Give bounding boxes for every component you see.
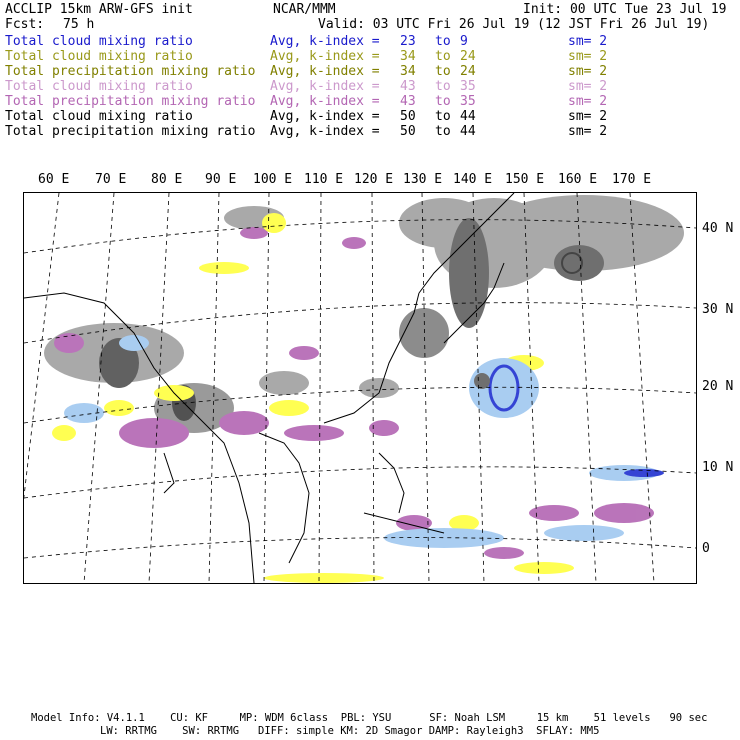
lat-label: 0 (702, 541, 710, 556)
field-to: to (435, 79, 451, 94)
field-k1: 43 (400, 79, 416, 94)
field-k1: 50 (400, 109, 416, 124)
footer-model-info: Model Info: V4.1.1 CU: KF MP: WDM 6class PBL: YSU SF: Noah LSM 15 km 51 levels 90 sec (31, 712, 708, 724)
lat-label: 20 N (702, 379, 734, 394)
field-avg: Avg, k-index = (270, 64, 380, 79)
lon-label: 60 E (38, 172, 70, 187)
field-sm: sm= 2 (568, 109, 608, 124)
lat-label: 10 N (702, 460, 734, 475)
footer-physics-info: LW: RRTMG SW: RRTMG DIFF: simple KM: 2D Smagor DAMP: Rayleigh3 SFLAY: MM5 (100, 725, 600, 737)
field-name: Total precipitation mixing ratio (5, 124, 256, 139)
lon-label: 150 E (505, 172, 545, 187)
field-k2: 35 (460, 79, 476, 94)
lon-label: 90 E (205, 172, 237, 187)
map-canvas (24, 193, 696, 583)
field-name: Total precipitation mixing ratio (5, 94, 256, 109)
fcst-label: Fcst: (5, 17, 45, 32)
lat-label: 40 N (702, 221, 734, 236)
field-to: to (435, 94, 451, 109)
field-k2: 9 (460, 34, 468, 49)
field-avg: Avg, k-index = (270, 109, 380, 124)
org-label: NCAR/MMM (273, 2, 336, 17)
field-k1: 43 (400, 94, 416, 109)
field-name: Total cloud mixing ratio (5, 49, 193, 64)
field-k1: 34 (400, 64, 416, 79)
field-sm: sm= 2 (568, 124, 608, 139)
field-name: Total cloud mixing ratio (5, 109, 193, 124)
lon-label: 170 E (612, 172, 652, 187)
field-k1: 34 (400, 49, 416, 64)
field-to: to (435, 34, 451, 49)
field-sm: sm= 2 (568, 34, 608, 49)
field-avg: Avg, k-index = (270, 124, 380, 139)
field-avg: Avg, k-index = (270, 49, 380, 64)
field-to: to (435, 64, 451, 79)
field-to: to (435, 109, 451, 124)
init-time: Init: 00 UTC Tue 23 Jul 19 (523, 2, 727, 17)
map-panel (23, 192, 697, 584)
field-k1: 23 (400, 34, 416, 49)
lon-label: 130 E (403, 172, 443, 187)
lon-label: 140 E (453, 172, 493, 187)
lon-label: 110 E (304, 172, 344, 187)
cloud-field (44, 195, 684, 583)
field-to: to (435, 49, 451, 64)
field-k2: 24 (460, 49, 476, 64)
lon-label: 160 E (558, 172, 598, 187)
field-avg: Avg, k-index = (270, 34, 380, 49)
field-k2: 44 (460, 109, 476, 124)
field-k2: 24 (460, 64, 476, 79)
field-name: Total cloud mixing ratio (5, 79, 193, 94)
lon-label: 100 E (253, 172, 293, 187)
lon-label: 80 E (151, 172, 183, 187)
field-avg: Avg, k-index = (270, 94, 380, 109)
field-sm: sm= 2 (568, 94, 608, 109)
field-sm: sm= 2 (568, 49, 608, 64)
valid-time: Valid: 03 UTC Fri 26 Jul 19 (12 JST Fri 26 Jul 19) (318, 17, 710, 32)
lat-label: 30 N (702, 302, 734, 317)
field-sm: sm= 2 (568, 64, 608, 79)
field-to: to (435, 124, 451, 139)
field-k1: 50 (400, 124, 416, 139)
field-name: Total precipitation mixing ratio (5, 64, 256, 79)
model-title: ACCLIP 15km ARW-GFS init (5, 2, 193, 17)
field-sm: sm= 2 (568, 79, 608, 94)
lon-label: 120 E (354, 172, 394, 187)
field-k2: 35 (460, 94, 476, 109)
lon-label: 70 E (95, 172, 127, 187)
field-name: Total cloud mixing ratio (5, 34, 193, 49)
field-avg: Avg, k-index = (270, 79, 380, 94)
fcst-value: 75 h (63, 17, 95, 32)
field-k2: 44 (460, 124, 476, 139)
